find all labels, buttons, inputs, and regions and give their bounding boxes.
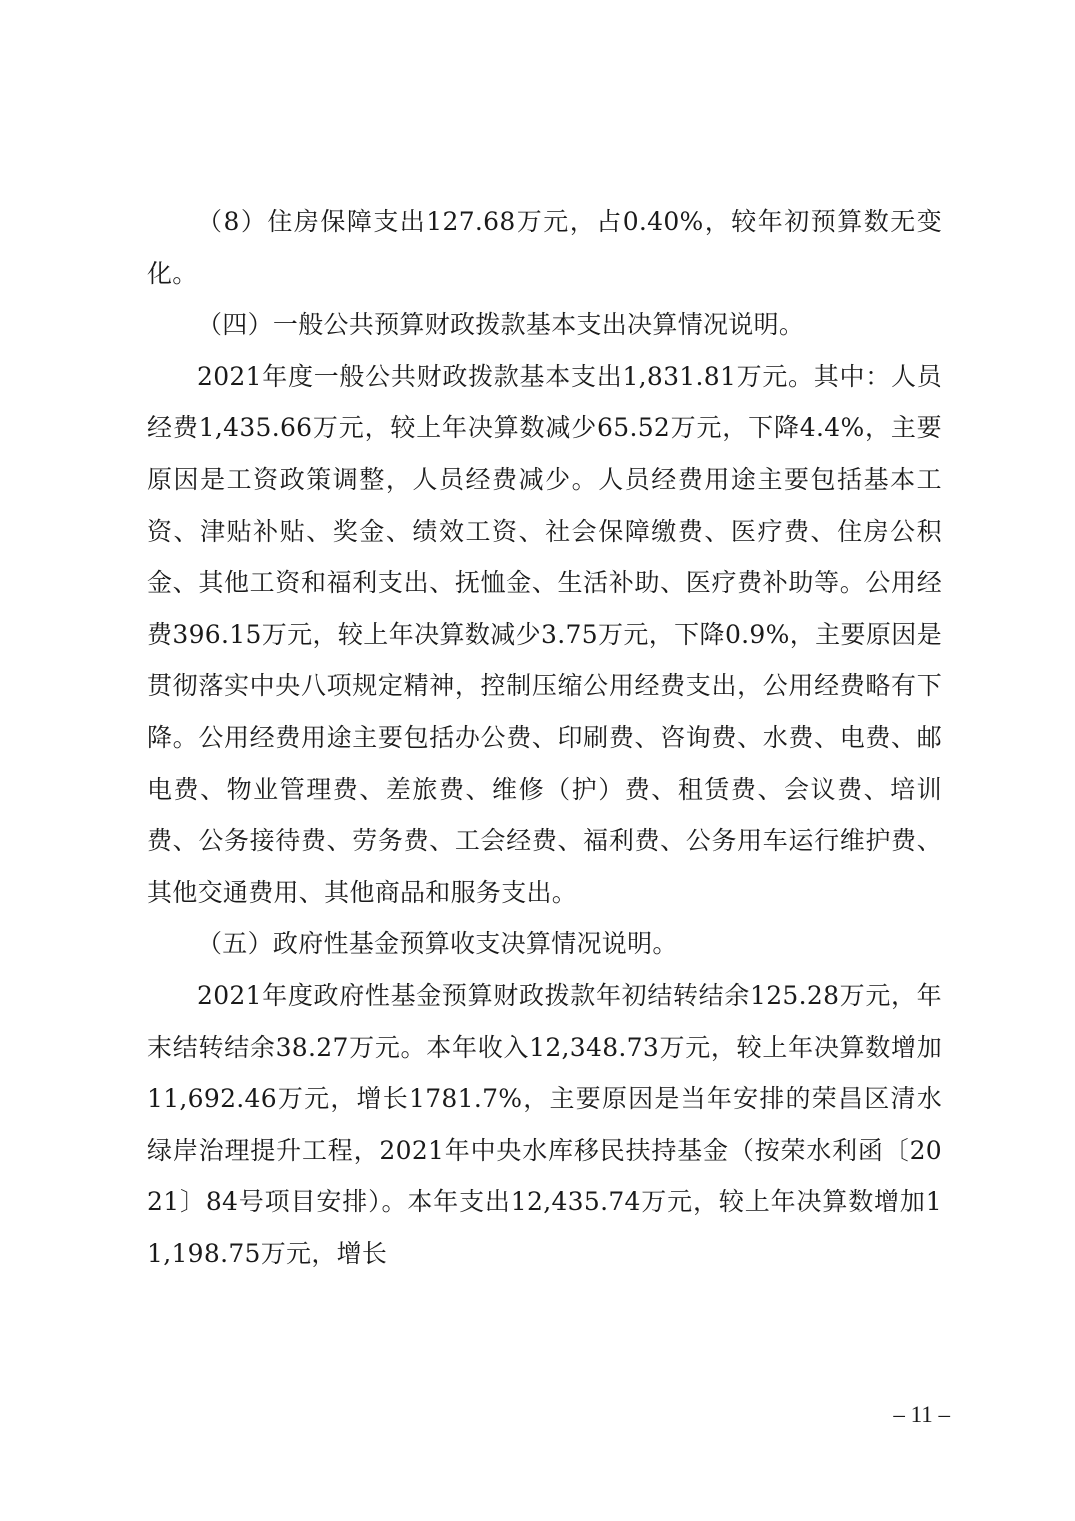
body-text	[147, 196, 942, 1279]
paragraph-government-fund: 2021年度政府性基金预算财政拨款年初结转结余125.28万元，年末结转结余38.27万元。本年收入12,348.73万元，较上年决算数增加11,692.46万元，增长1781.7%，主要原因是当年安排的荣昌区清水绿岸治理提升工程，2021年中央水库移民扶持基金（按荣水利函〔2021〕84号项目安排）。本年支出12,435.74万元，较上年决算数增加11,198.75万元，增长	[147, 980, 942, 1268]
section-heading-government-fund: （五）政府性基金预算收支决算情况说明。	[197, 929, 678, 959]
page-number: – 11 –	[893, 1402, 950, 1427]
paragraph-housing-expense: （8）住房保障支出127.68万元，占0.40%，较年初预算数无变化。	[147, 207, 942, 288]
paragraph-basic-expenditure: 2021年度一般公共财政拨款基本支出1,831.81万元。其中：人员经费1,435.66万元，较上年决算数减少65.52万元，下降4.4%，主要原因是工资政策调整，人员经费减少。人员经费用途主要包括基本工资、津贴补贴、奖金、绩效工资、社会保障缴费、医疗费、住房公积金、其他工资和福利支出、抚恤金、生活补助、医疗费补助等。公用经费396.15万元，较上年决算数减少3.75万元，下降0.9%，主要原因是贯彻落实中央八项规定精神，控制压缩公用经费支出，公用经费略有下降。公用经费用途主要包括办公费、印刷费、咨询费、水费、电费、邮电费、物业管理费、差旅费、维修（护）费、租赁费、会议费、培训费、公务接待费、劳务费、工会经费、福利费、公务用车运行维护费、其他交通费用、其他商品和服务支出。	[147, 361, 942, 907]
section-heading-basic-expenditure: （四）一般公共预算财政拨款基本支出决算情况说明。	[197, 310, 805, 340]
